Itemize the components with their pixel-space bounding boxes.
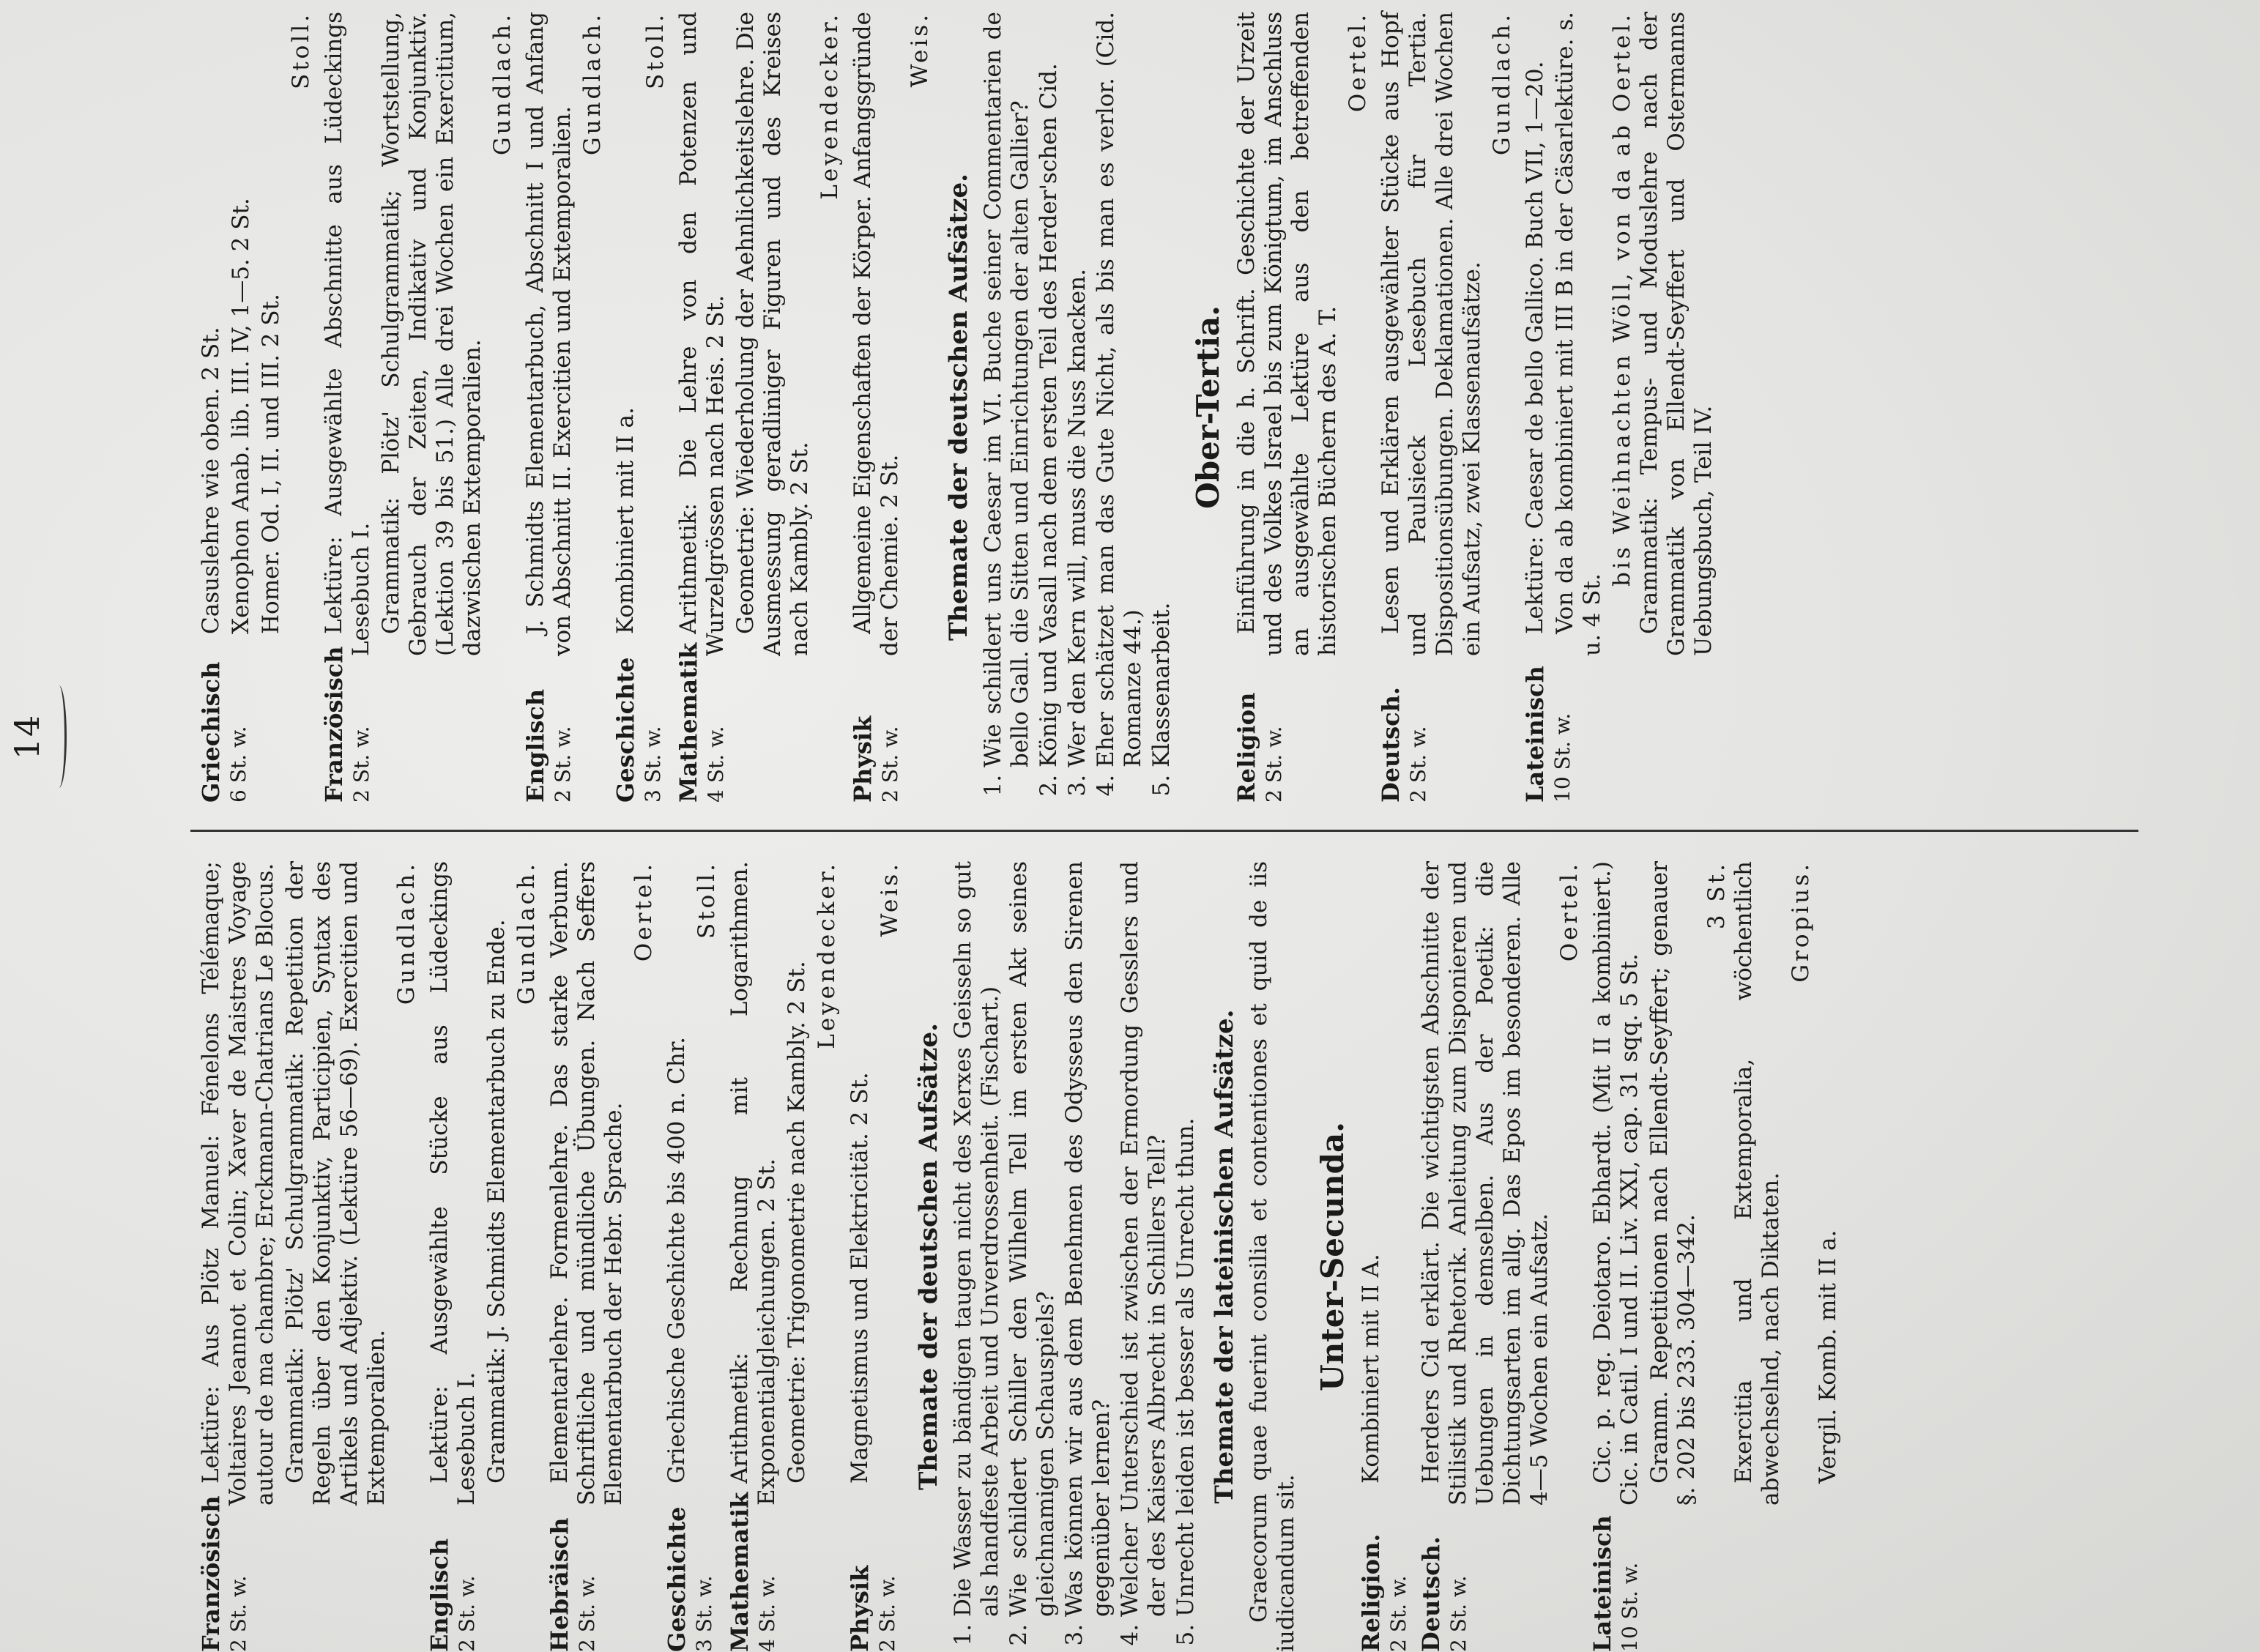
hours-note: 3 St. <box>1703 861 1730 930</box>
subject-text: Kombiniert mit II a. <box>612 407 639 634</box>
subject-lateinisch <box>1589 861 1845 1652</box>
teacher-name: Gundlach. <box>489 12 516 156</box>
teacher-name: Stoll. <box>642 12 669 90</box>
subject-text: Elementarlehre. Formenlehre. Das starke Verbum. Schriftliche und mündliche Übungen. Nach Seffers Elementarbuch der Hebr. Sprache. <box>546 861 627 1506</box>
latin-essay-text: Graecorum quae fuerint consilia et contentiones et quid de iis iudicandum sit. <box>1246 861 1299 1652</box>
subject-name: Mathematik <box>726 1492 754 1652</box>
subject-name: Deutsch. <box>1377 686 1405 803</box>
subject-name: Englisch <box>521 688 549 803</box>
subject-name: Geschichte <box>612 657 639 803</box>
subject-lateinisch <box>1522 12 1720 803</box>
page-number-flourish <box>51 685 67 788</box>
teacher-name: Gundlach. <box>1489 12 1515 156</box>
subject-text: Xenophon Anab. lib. III. IV, 1—5. 2 St. <box>228 198 254 634</box>
subject-hours: 2 St. w. <box>575 1575 599 1652</box>
subject-geschichte <box>612 12 669 803</box>
teacher-name: Gropius. <box>1788 861 1814 983</box>
list-item: 4. Welcher Unterschied ist zwischen der Ermordung Gesslers und der des Kaisers Albrecht in Schillers Tell? <box>1117 861 1171 1617</box>
subject-name: Deutsch. <box>1417 1536 1445 1652</box>
right-column <box>198 12 1726 803</box>
left-column <box>198 861 1851 1652</box>
subject-text: Magnetismus und Elektricität. 2 St. <box>847 1072 873 1484</box>
subject-text: Grammatik: Plötz' Schulgrammatik; Wortstellung, Gebrauch der Zeiten, Indikativ und Konjunktiv. (Lektion 39 bis 51.) Alle drei Wochen ein Exercitium, dazwischen Extemporalien. <box>378 12 486 656</box>
subject-text: Allgemeine Eigenschaften der Körper. Anfangsgründe der Chemie. 2 St. <box>850 12 903 656</box>
subject-hours: 2 St. w. <box>1406 726 1430 803</box>
subject-text: Grammatik: J. Schmidts Elementarbuch zu Ende. <box>483 919 510 1484</box>
subject-hours: 2 St. w. <box>1386 1575 1410 1652</box>
subject-name: Englisch <box>425 1538 453 1652</box>
subject-hours: 10 St. w. <box>1550 712 1575 803</box>
subject-hebraeisch <box>546 861 658 1652</box>
subject-hours: 10 St. w. <box>1618 1562 1642 1652</box>
column-divider <box>190 830 2138 832</box>
subject-name: Religion. <box>1357 1533 1385 1652</box>
teacher-name: Gundlach. <box>393 861 420 1005</box>
subject-englisch <box>522 12 606 803</box>
page-number: 14 <box>7 713 47 760</box>
subject-text: Grammatik: Plötz' Schulgrammatik: Repetition der Regeln über den Konjunktiv, Participien, Syntax des Artikels und Adjektiv. (Lektüre 56—69). Exercitien und Extemporalien. <box>282 861 390 1506</box>
essay-themes-list <box>980 12 1175 803</box>
subject-hours: 2 St. w. <box>1262 726 1286 803</box>
subject-text: Lektüre: Caesar de bello Gallico. Buch VII, 1—20. <box>1522 61 1548 634</box>
list-item: 5. Unrecht leiden ist besser als Unrecht thun. <box>1172 861 1200 1617</box>
subject-text: Arithmetik: Die Lehre von den Potenzen und Wurzelgrössen nach Heis. 2 St. <box>675 12 729 656</box>
subject-text: Herders Cid erklärt. Die wichtigsten Abschnitte der Stilistik und Rhetorik. Anleitung zum Disponieren und Uebungen in demselben. Aus der Poetik: die Dichtungsarten im allg. Das Epos im besonderen. Alle 4—5 Wochen ein Aufsatz. <box>1418 861 1553 1506</box>
subject-text: J. Schmidts Elementarbuch, Abschnitt I und Anfang von Abschnitt II. Exercitien und Extemporalien. <box>522 12 576 656</box>
subject-text: Griechische Geschichte bis 400 n. Chr. <box>663 1037 690 1484</box>
subject-text: Lesen und Erklären ausgewählter Stücke aus Hopf und Paulsieck Lesebuch für Tertia. Dispositionsübungen. Deklamationen. Alle drei Wochen ein Aufsatz, zwei Klassenaufsätze. <box>1378 12 1485 656</box>
subject-name: Lateinisch <box>1521 666 1549 803</box>
subject-hours: 4 St. w. <box>704 726 728 803</box>
section-title: Themate der deutschen Aufsätze. <box>914 1023 943 1490</box>
essay-themes-list <box>950 861 1200 1652</box>
subject-hours: 2 St. w. <box>875 1575 899 1652</box>
list-item: 3. Was können wir aus dem Benehmen des Odysseus den Sirenen gegenüber lernen? <box>1061 861 1115 1617</box>
subject-mathematik <box>675 12 844 803</box>
subject-text: Geometrie: Trigonometrie nach Kambly. 2 St. <box>784 961 810 1484</box>
subject-text: Casuslehre wie oben. 2 St. <box>198 327 224 634</box>
subject-physik <box>847 861 904 1652</box>
subject-deutsch <box>1418 861 1583 1652</box>
subject-text: Arithmetik: Rechnung mit Logarithmen. Exponentialgleichungen. 2 St. <box>726 861 780 1506</box>
class-title: Unter-Secunda. <box>1315 1122 1350 1391</box>
list-item: 2. König und Vasall nach dem ersten Teil des Herder'schen Cid. <box>1036 12 1063 767</box>
teacher-name: Weis. <box>907 12 933 88</box>
subject-religion <box>1358 861 1412 1652</box>
subject-englisch <box>426 861 540 1652</box>
subject-hours: 6 St. w. <box>226 726 250 803</box>
subject-name: Französisch <box>197 1495 225 1652</box>
subject-text: Exercitia und Extemporalia, wöchentlich abwechselnd, nach Diktaten. <box>1731 861 1784 1506</box>
teacher-name: Oertel. <box>1345 12 1371 113</box>
list-item: 1. Die Wasser zu bändigen taugen nicht des Xerxes Geisseln so gut als handfeste Arbeit und Unverdrossenheit. (Fischart.) <box>950 861 1004 1617</box>
subject-text: Kombiniert mit II A. <box>1358 1254 1384 1484</box>
list-item: 4. Eher schätzet man das Gute Nicht, als bis man es verlor. (Cid. Romanze 44.) <box>1093 12 1147 767</box>
subject-text: Lektüre: Ausgewählte Stücke aus Lüdeckings Lesebuch I. <box>426 861 480 1506</box>
subject-franzoesisch <box>321 12 516 803</box>
subject-hours: 2 St. w. <box>349 726 373 803</box>
list-item: 5. Klassenarbeit. <box>1148 12 1175 767</box>
subject-religion <box>1233 12 1372 803</box>
teacher-name: Weis. <box>877 861 903 937</box>
subject-text: Cic. p. reg. Deiotaro. Ebhardt. (Mit II a kombiniert.) Cic. in Catil. I und II. Liv. XXI, cap. 31 sqq. 5 St. <box>1589 861 1643 1506</box>
subject-text: Lektüre: Ausgewählte Abschnitte aus Lüdeckings Lesebuch I. <box>321 12 374 656</box>
subject-hours: 2 St. w. <box>878 726 902 803</box>
subject-text: Grammatik: Tempus- und Moduslehre nach der Grammatik von Ellendt-Seyffert und Ostermanns Uebungsbuch, Teil IV. <box>1636 12 1717 656</box>
subject-text: Vergil. Komb. mit II a. <box>1815 1229 1841 1484</box>
subject-name: Physik <box>849 715 877 803</box>
subject-name: Hebräisch <box>546 1517 573 1652</box>
section-title: Themate der deutschen Aufsätze. <box>944 174 973 641</box>
teacher-name: Stoll. <box>288 12 314 90</box>
subject-griechisch <box>198 12 315 803</box>
subject-text: Gramm. Repetitionen nach Ellendt-Seyffert; genauer §. 202 bis 233. 304—342. <box>1646 861 1700 1506</box>
teacher-name: Leyendecker. <box>817 12 843 200</box>
teacher-name: Oertel. <box>1556 861 1583 962</box>
subject-hours: 3 St. w. <box>692 1575 716 1652</box>
subject-text: Geometrie: Wiederholung der Aehnlichkeitslehre. Die Ausmessung geradliniger Figuren und des Kreises nach Kambly. 2 St. <box>732 12 813 656</box>
teacher-name: Gundlach. <box>579 12 606 156</box>
subject-name: Physik <box>846 1565 874 1652</box>
subject-text: Von da ab kombiniert mit III B in der Cäsarlektüre. s. u. 4 St. <box>1552 12 1605 656</box>
teacher-name: Gundlach. <box>513 861 540 1005</box>
class-title: Ober-Tertia. <box>1190 305 1226 509</box>
subject-name: Religion <box>1233 692 1260 803</box>
subject-name: Französisch <box>320 646 348 803</box>
subject-text: Lektüre: Aus Plötz Manuel: Fénelons Télémaque; Voltaires Jeannot et Colin; Xaver de Maistres Voyage autour de ma chambre; Erckmann-Chatrians Le Blocus. <box>198 861 278 1506</box>
subject-hours: 2 St. w. <box>226 1575 250 1652</box>
subject-text: Homer. Od. I, II. und III. 2 St. <box>258 294 284 634</box>
teacher-name: Leyendecker. <box>814 861 840 1049</box>
teacher-name: Stoll. <box>694 861 720 940</box>
subject-hours: 3 St. w. <box>641 726 665 803</box>
subject-hours: 2 St. w. <box>1446 1575 1471 1652</box>
subject-physik <box>850 12 934 803</box>
subject-text: Einführung in die h. Schrift. Geschichte der Urzeit und des Volkes Israel bis zum Königtum, im Anschluss an ausgewählte Lektüre aus den betreffenden historischen Büchern des A. T. <box>1233 12 1341 656</box>
subject-name: Lateinisch <box>1588 1515 1616 1652</box>
subject-franzoesisch <box>198 861 420 1652</box>
subject-mathematik <box>726 861 841 1652</box>
subject-geschichte <box>663 861 721 1652</box>
subject-hours: 2 St. w. <box>551 726 575 803</box>
side-note: bis Weihnachten Wöll, von da ab Oertel. <box>1609 12 1635 587</box>
subject-name: Griechisch <box>197 661 225 803</box>
subject-name: Geschichte <box>663 1506 691 1652</box>
teacher-name: Oertel. <box>631 861 657 962</box>
subject-hours: 2 St. w. <box>455 1575 479 1652</box>
subject-name: Mathematik <box>674 642 702 803</box>
list-item: 2. Wie schildert Schiller den Wilhelm Tell im ersten Akt seines gleichnamigen Schauspiels? <box>1006 861 1060 1617</box>
subject-deutsch <box>1378 12 1516 803</box>
subject-hours: 4 St. w. <box>755 1575 779 1652</box>
list-item: 3. Wer den Kern will, muss die Nuss knacken. <box>1064 12 1091 767</box>
list-item: 1. Wie schildert uns Caesar im VI. Buche seiner Commentarien de bello Gall. die Sitten und Einrichtungen der alten Gallier? <box>980 12 1034 767</box>
section-title: Themate der lateinischen Aufsätze. <box>1210 1009 1239 1504</box>
